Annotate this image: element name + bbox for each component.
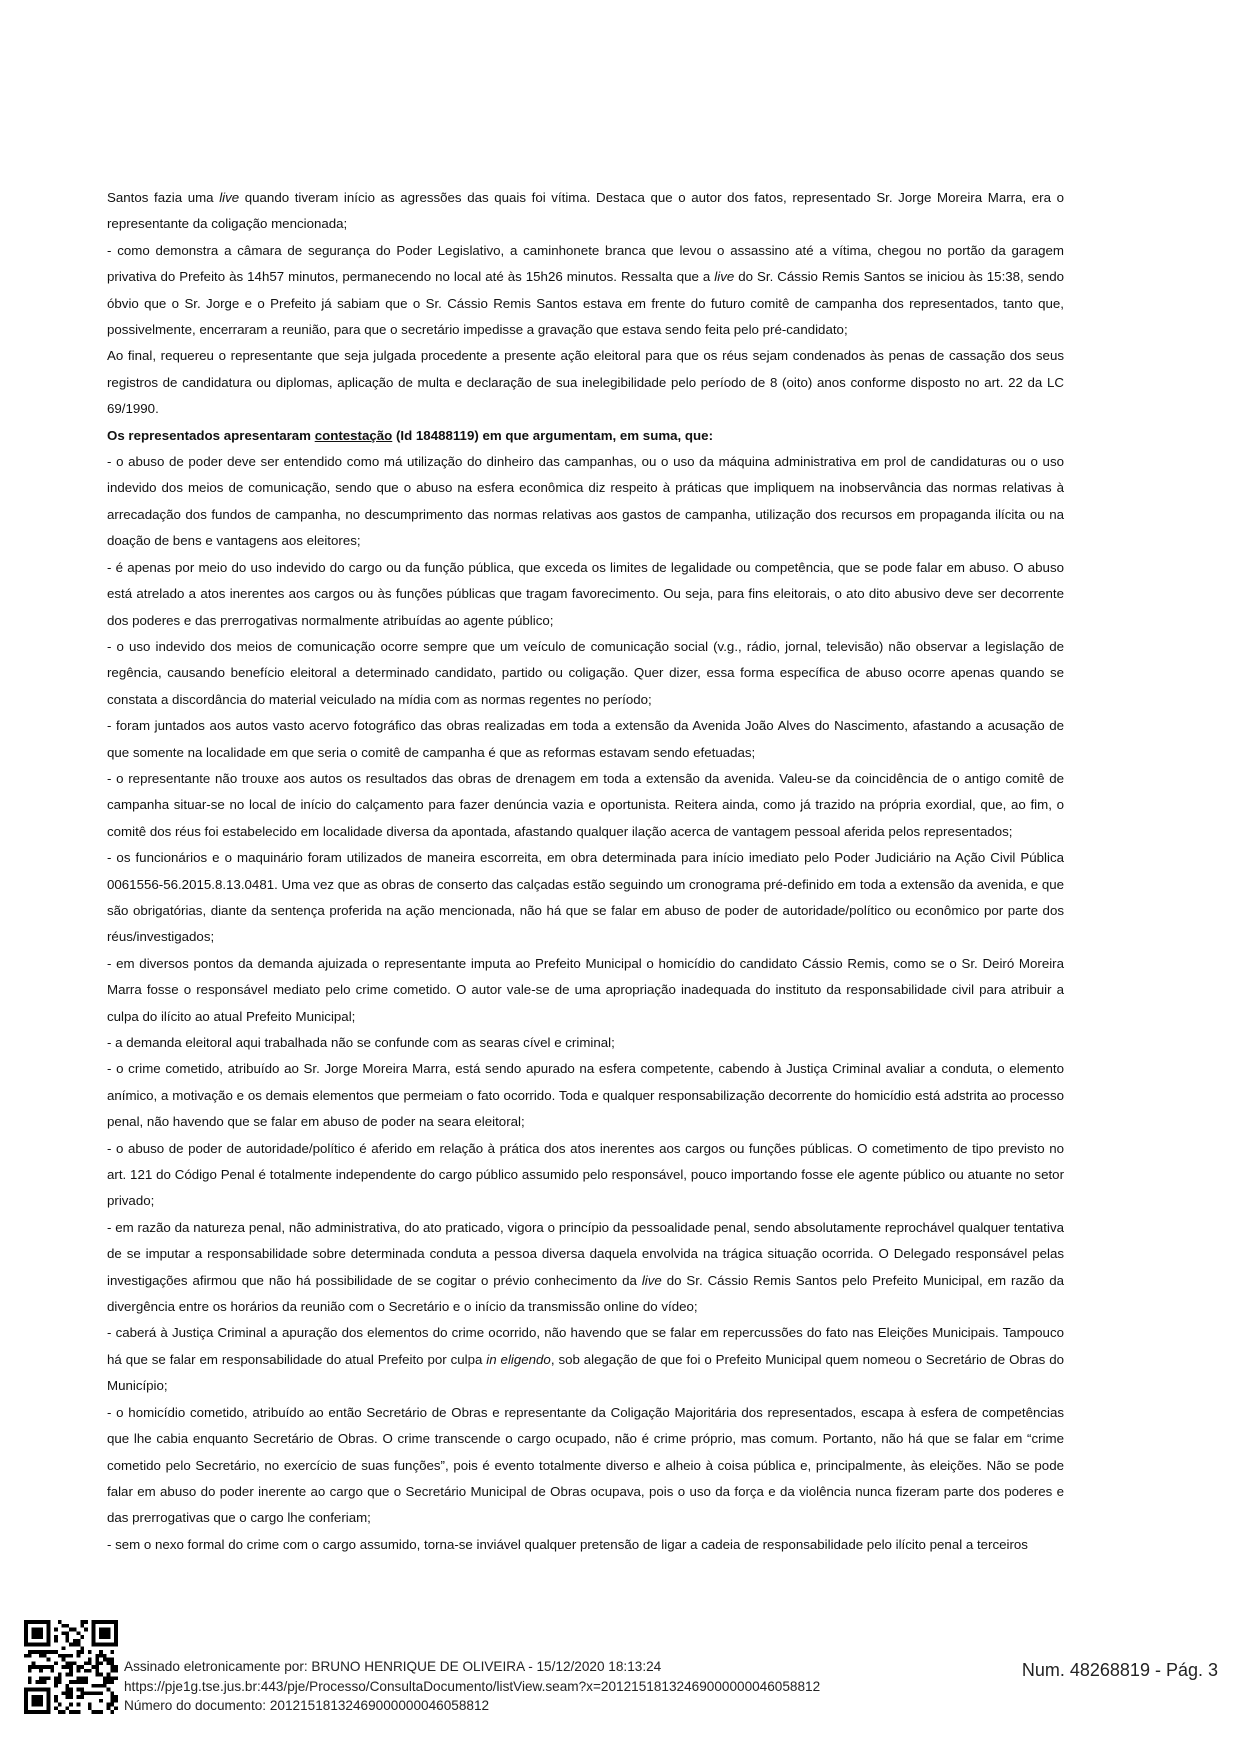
paragraph: - é apenas por meio do uso indevido do cargo ou da função pública, que exceda os limites de legalidade ou competência, que se pode falar em abuso. O abuso está atrelado a atos inerentes aos cargos ou às funções públicas que tragam favorecimento. Ou seja, para fins eleitorais, o ato dito abusivo deve ser decorrente dos poderes e das prerrogativas normalmente atribuídas ao agente público; [107, 559, 1064, 628]
paragraph: - a demanda eleitoral aqui trabalhada não se confunde com as searas cível e criminal; [107, 1035, 615, 1050]
paragraph: - o uso indevido dos meios de comunicação ocorre sempre que um veículo de comunicação social (v.g., rádio, jornal, televisão) não observar a legislação de regência, causando benefício eleitoral a determinado candidato, partido ou coligação. Quer dizer, essa forma específica de abuso ocorre apenas quando se constata a discordância do material veiculado na mídia com as normas regentes no período; [107, 638, 1064, 707]
paragraph: - em razão da natureza penal, não administrativa, do ato praticado, vigora o princípio da pessoalidade penal, sendo absolutamente reprochável qualquer tentativa de se imputar a responsabilidade sobre determinada conduta a pessoa diversa daquela envolvida na trágica situação ocorrida. O Delegado responsável pelas investigações afirmou que não há possibilidade de se cogitar o prévio conhecimento da live do Sr. Cássio Remis Santos pelo Prefeito Municipal, em razão da divergência entre os horários da reunião com o Secretário e o início da transmissão online do vídeo; [107, 1219, 1064, 1315]
paragraph: - o abuso de poder deve ser entendido como má utilização do dinheiro das campanhas, ou o uso da máquina administrativa em prol de candidaturas ou o uso indevido dos meios de comunicação, sendo que o abuso na esfera econômica diz respeito à práticas que impliquem na inobservância das normas relativas à arrecadação dos fundos de campanha, no descumprimento das normas relativas aos gastos de campanha, utilização dos recursos em propaganda ilícita ou na doação de bens e vantagens aos eleitores; [107, 454, 1064, 549]
document-url[interactable]: https://pje1g.tse.jus.br:443/pje/Processo/ConsultaDocumento/listView.seam?x=20121518132469000000046058812 [124, 1678, 821, 1694]
document-body [107, 185, 1064, 1558]
paragraph: - o abuso de poder de autoridade/político é aferido em relação à prática dos atos inerentes aos cargos ou funções públicas. O cometimento de tipo previsto no art. 121 do Código Penal é totalmente independente do cargo público assumido pelo responsável, pouco importando fosse ele agente público ou atuante no setor privado; [107, 1140, 1064, 1209]
paragraph: - os funcionários e o maquinário foram utilizados de maneira escorreita, em obra determinada para início imediato pelo Poder Judiciário na Ação Civil Pública 0061556-56.2015.8.13.0481. Uma vez que as obras de conserto das calçadas estão seguindo um cronograma pré-definido em toda a extensão da avenida, e que são obrigatórias, diante da sentença proferida na ação mencionada, não há que se falar em abuso de poder de autoridade/político ou econômico por parte dos réus/investigados; [107, 850, 1064, 945]
signed-by-text: Assinado eletronicamente por: BRUNO HENRIQUE DE OLIVEIRA - 15/12/2020 18:13:24 [124, 1659, 662, 1674]
paragraph: Ao final, requereu o representante que seja julgada procedente a presente ação eleitoral para que os réus sejam condenados às penas de cassação dos seus registros de candidatura ou diplomas, aplicação de multa e declaração de sua inelegibilidade pelo período de 8 (oito) anos conforme disposto no art. 22 da LC 69/1990. [107, 348, 1064, 417]
paragraph: - o crime cometido, atribuído ao Sr. Jorge Moreira Marra, está sendo apurado na esfera competente, cabendo à Justiça Criminal avaliar a conduta, o elemento anímico, a motivação e os demais elementos que permeiam o fato ocorrido. Toda e qualquer responsabilização decorrente do homicídio está adstrita ao processo penal, não havendo que se falar em abuso de poder na seara eleitoral; [107, 1061, 1064, 1130]
paragraph: - caberá à Justiça Criminal a apuração dos elementos do crime ocorrido, não havendo que se falar em repercussões do fato nas Eleições Municipais. Tampouco há que se falar em responsabilidade do atual Prefeito por culpa in eligendo, sob alegação de que foi o Prefeito Municipal quem nomeou o Secretário de Obras do Município; [107, 1325, 1065, 1394]
page-number: Num. 48268819 - Pág. 3 [1021, 1660, 1218, 1680]
paragraph: - como demonstra a câmara de segurança do Poder Legislativo, a caminhonete branca que levou o assassino até a vítima, chegou no portão da garagem privativa do Prefeito às 14h57 minutos, permanecendo no local até às 15h26 minutos. Ressalta que a live do Sr. Cássio Remis Santos se iniciou às 15:38, sendo óbvio que o Sr. Jorge e o Prefeito já sabiam que o Sr. Cássio Remis Santos estava em frente do futuro comitê de campanha dos representados, tanto que, possivelmente, encerraram a reunião, para que o secretário impedisse a gravação que estava sendo feita pelo pré-candidato; [107, 242, 1064, 338]
signature-block [124, 1657, 820, 1716]
paragraph: - em diversos pontos da demanda ajuizada o representante imputa ao Prefeito Municipal o homicídio do candidato Cássio Remis, como se o Sr. Deiró Moreira Marra fosse o responsável mediato pelo crime cometido. O autor vale-se de uma apropriação inadequada do instituto da responsabilidade civil para atribuir a culpa do ilícito ao atual Prefeito Municipal; [107, 955, 1064, 1024]
document-number: Número do documento: 20121518132469000000046058812 [124, 1698, 490, 1713]
paragraph: - sem o nexo formal do crime com o cargo assumido, torna-se inviável qualquer pretensão de ligar a cadeia de responsabilidade pelo ilícito penal a terceiros [107, 1536, 1028, 1552]
paragraph: Santos fazia uma live quando tiveram início as agressões das quais foi vítima. Destaca que o autor dos fatos, representado Sr. Jorge Moreira Marra, era o representante da coligação mencionada; [107, 190, 1064, 232]
qr-code-icon [24, 1620, 118, 1714]
paragraph: - o homicídio cometido, atribuído ao então Secretário de Obras e representante da Coligação Majoritária dos representados, escapa à esfera de competências que lhe cabia enquanto Secretário de Obras. O crime transcende o cargo ocupado, não é crime próprio, mas comum. Portanto, não há que se falar em “crime cometido pelo Secretário, no exercício de suas funções”, pois é evento totalmente diverso e alheio à coisa pública e, principalmente, às eleições. Não se pode falar em abuso do poder inerente ao cargo que o Secretário Municipal de Obras ocupava, pois o uso da força e da violência nunca fizeram parte dos poderes e das prerrogativas que o cargo lhe conferiam; [107, 1404, 1064, 1526]
section-heading: Os representados apresentaram contestação (Id 18488119) em que argumentam, em suma, que: [107, 427, 714, 443]
paragraph: - o representante não trouxe aos autos os resultados das obras de drenagem em toda a extensão da avenida. Valeu-se da coincidência de o antigo comitê de campanha situar-se no local de início do calçamento para fazer denúncia vazia e oportunista. Reitera ainda, como já trazido na própria exordial, que, ao fim, o comitê dos réus foi estabelecido em localidade diversa da apontada, afastando qualquer ilação acerca de vantagem pessoal aferida pelos representados; [107, 770, 1064, 839]
paragraph: - foram juntados aos autos vasto acervo fotográfico das obras realizadas em toda a extensão da Avenida João Alves do Nascimento, afastando a acusação de que somente na localidade em que seria o comitê de campanha é que as reformas estavam sendo efetuadas; [107, 718, 1064, 760]
